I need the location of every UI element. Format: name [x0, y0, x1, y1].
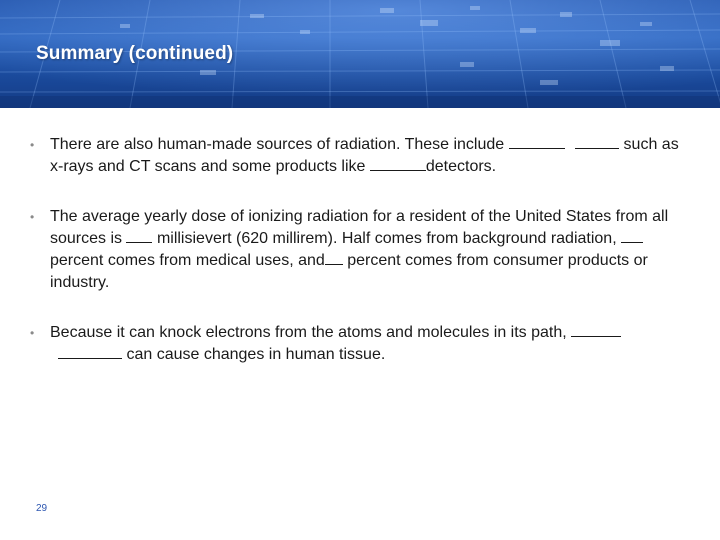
bullet-marker: • — [30, 326, 35, 340]
bullet-text: can cause changes in human tissue. — [126, 346, 386, 363]
bullet-text: The average yearly dose of ionizing radiation for a resident of the United States from all sources is — [50, 208, 669, 247]
bullet-text: percent comes from medical uses, and — [50, 252, 325, 269]
bullet-marker: • — [30, 138, 35, 152]
bullet-text: percent comes from consumer products or industry. — [50, 252, 648, 291]
fill-in-blank — [126, 228, 152, 243]
fill-in-blank — [58, 344, 122, 359]
title-banner — [0, 0, 720, 108]
page-number: 29 — [36, 503, 48, 514]
slide-title: Summary (continued) — [36, 43, 234, 64]
fill-in-blank — [509, 134, 565, 149]
bullet-text: Because it can knock electrons from the atoms and molecules in its path, — [50, 324, 567, 341]
bullet-list — [30, 134, 690, 394]
fill-in-blank — [370, 156, 426, 171]
bullet-marker: • — [30, 210, 35, 224]
bullet-item — [30, 206, 690, 294]
fill-in-blank — [575, 134, 619, 149]
bullet-item — [30, 322, 690, 366]
fill-in-blank — [571, 322, 621, 337]
fill-in-blank — [621, 228, 643, 243]
bullet-text: such as x-rays and CT scans and some products like — [50, 136, 679, 175]
fill-in-blank — [325, 250, 343, 265]
bullet-text: millisievert (620 millirem). Half comes from background radiation, — [156, 230, 617, 247]
bullet-text: There are also human-made sources of radiation. These include — [50, 136, 505, 153]
bullet-item — [30, 134, 690, 178]
bullet-text: detectors. — [425, 158, 497, 175]
